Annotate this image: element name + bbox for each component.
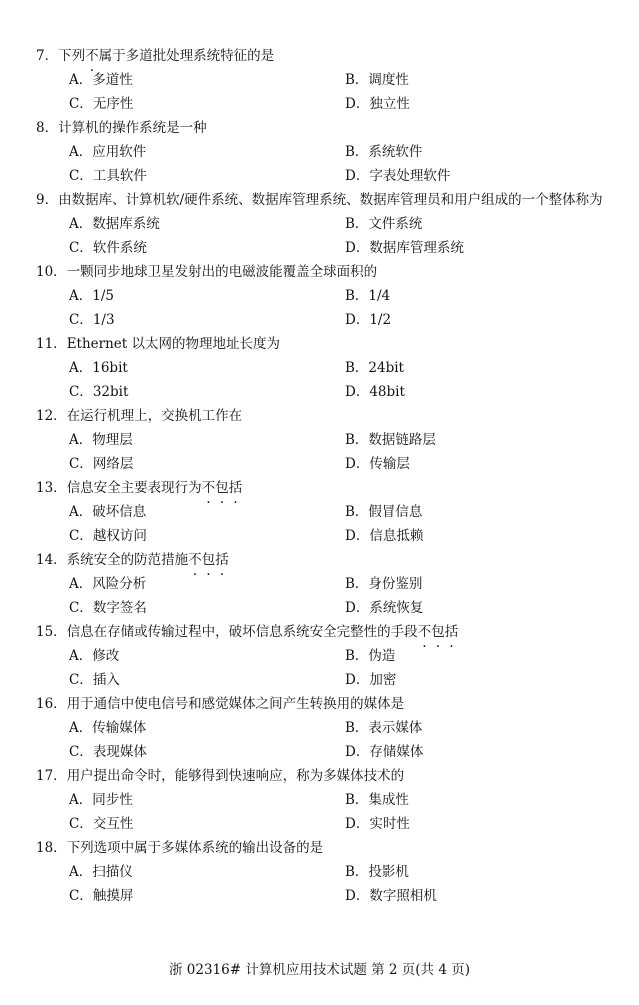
question-number: 9． xyxy=(36,192,59,208)
option-c: C．表现媒体 xyxy=(69,744,147,760)
question-text-segment: 由数据库、计算机软/硬件系统、数据库管理系统、数据库管理员和用户组成的一个整体称为 xyxy=(58,192,603,208)
option-b: B．表示媒体 xyxy=(345,720,423,736)
emphasis-char: 括 xyxy=(444,624,459,640)
options-grid xyxy=(36,716,606,764)
option-b: B．文件系统 xyxy=(345,216,423,232)
option-a: A．16bit xyxy=(69,360,128,376)
question-text xyxy=(67,260,606,284)
option-c: C．越权访问 xyxy=(69,528,147,544)
question-stem xyxy=(36,404,606,428)
question-text xyxy=(67,332,606,356)
option-d: D．加密 xyxy=(345,672,397,688)
question-item xyxy=(36,764,606,836)
option-a: A．物理层 xyxy=(69,432,133,448)
question-number: 14． xyxy=(36,552,67,568)
option-c: C．数字签名 xyxy=(69,600,147,616)
options-grid xyxy=(36,428,606,476)
option-b: B．24bit xyxy=(345,360,404,376)
question-item xyxy=(36,476,606,548)
question-text xyxy=(67,836,606,860)
question-item xyxy=(36,332,606,404)
options-grid xyxy=(36,212,606,260)
option-a: A．传输媒体 xyxy=(69,720,147,736)
question-number: 11． xyxy=(36,336,67,352)
question-stem xyxy=(36,260,606,284)
options-grid xyxy=(36,644,606,692)
option-d: D．信息抵赖 xyxy=(345,528,424,544)
question-number: 17． xyxy=(36,768,67,784)
question-text xyxy=(67,404,606,428)
question-item xyxy=(36,44,606,116)
option-c: C．32bit xyxy=(69,384,129,400)
question-text-segment: 用于通信中使电信号和感觉媒体之间产生转换用的媒体是 xyxy=(66,696,405,712)
question-item xyxy=(36,692,606,764)
option-d: D．数据库管理系统 xyxy=(345,240,464,256)
option-d: D．字表处理软件 xyxy=(345,168,451,184)
page-footer: 浙 02316# 计算机应用技术试题 第 2 页(共 4 页) xyxy=(168,962,470,978)
question-item xyxy=(36,260,606,332)
option-c: C．1/3 xyxy=(69,312,115,328)
emphasis-char: 不 xyxy=(188,552,202,568)
option-d: D．传输层 xyxy=(345,456,410,472)
question-stem xyxy=(36,548,606,572)
question-text xyxy=(67,764,606,788)
option-d: D．48bit xyxy=(345,384,405,400)
question-text-segment: 下列选项中属于多媒体系统的输出设备的是 xyxy=(66,840,324,856)
question-stem xyxy=(36,692,606,716)
options-grid xyxy=(36,356,606,404)
question-text-segment: 信息安全主要表现行为 xyxy=(66,480,202,496)
question-number: 7． xyxy=(36,48,59,64)
question-text xyxy=(67,476,606,500)
option-d: D．实时性 xyxy=(345,816,410,832)
emphasis-char: 不 xyxy=(85,48,99,64)
emphasis-char: 不 xyxy=(417,624,432,640)
option-c: C．网络层 xyxy=(69,456,134,472)
question-text-segment: 信息在存储或传输过程中，破坏信息系统安全完整性的手段 xyxy=(66,624,418,640)
option-a: A．风险分析 xyxy=(69,576,147,592)
question-text-segment: 一颗同步地球卫星发射出的电磁波能覆盖全球面积的 xyxy=(66,264,378,280)
option-b: B．伪造 xyxy=(345,648,396,664)
question-stem xyxy=(36,188,606,212)
question-stem xyxy=(36,476,606,500)
option-d: D．独立性 xyxy=(345,96,410,112)
question-stem xyxy=(36,116,606,140)
options-grid xyxy=(36,572,606,620)
question-number: 8． xyxy=(36,120,59,136)
question-item xyxy=(36,188,606,260)
emphasis-char: 括 xyxy=(228,480,243,496)
question-text-segment: 计算机的操作系统是一种 xyxy=(58,120,207,136)
emphasis-char: 包 xyxy=(201,552,216,568)
question-text-segment: 下列 xyxy=(58,48,86,64)
question-text-segment: 在运行机理上，交换机工作在 xyxy=(66,408,243,424)
option-d: D．数字照相机 xyxy=(345,888,437,904)
question-text-segment: 属于多道批处理系统特征的是 xyxy=(98,48,275,64)
option-a: A．扫描仪 xyxy=(69,864,133,880)
question-stem xyxy=(36,764,606,788)
question-number: 15． xyxy=(36,624,67,640)
question-item xyxy=(36,836,606,908)
options-grid xyxy=(36,860,606,908)
option-a: A．修改 xyxy=(69,648,120,664)
option-b: B．集成性 xyxy=(345,792,409,808)
option-a: A．同步性 xyxy=(69,792,133,808)
question-text-segment: Ethernet 以太网的物理地址长度为 xyxy=(66,336,281,352)
question-number: 13． xyxy=(36,480,67,496)
question-text-segment: 用户提出命令时，能够得到快速响应，称为多媒体技术的 xyxy=(66,768,405,784)
question-number: 18． xyxy=(36,840,67,856)
question-stem xyxy=(36,620,606,644)
option-d: D．1/2 xyxy=(345,312,392,328)
options-grid xyxy=(36,68,606,116)
question-item xyxy=(36,404,606,476)
emphasis-char: 包 xyxy=(431,624,445,640)
option-a: A．1/5 xyxy=(69,288,114,304)
question-text xyxy=(58,116,606,140)
emphasis-char: 包 xyxy=(215,480,229,496)
option-b: B．投影机 xyxy=(345,864,409,880)
question-stem xyxy=(36,332,606,356)
options-grid xyxy=(36,788,606,836)
question-stem xyxy=(36,44,606,68)
question-stem xyxy=(36,836,606,860)
options-grid xyxy=(36,140,606,188)
question-text-segment: 系统安全的防范措施 xyxy=(66,552,189,568)
question-item xyxy=(36,548,606,620)
option-b: B．系统软件 xyxy=(345,144,423,160)
question-item xyxy=(36,620,606,692)
option-b: B．调度性 xyxy=(345,72,409,88)
option-d: D．存储媒体 xyxy=(345,744,424,760)
emphasis-char: 不 xyxy=(201,480,216,496)
option-b: B．数据链路层 xyxy=(345,432,436,448)
emphasis-char: 括 xyxy=(215,552,229,568)
question-number: 12． xyxy=(36,408,67,424)
option-c: C．软件系统 xyxy=(69,240,147,256)
option-c: C．触摸屏 xyxy=(69,888,134,904)
option-c: C．交互性 xyxy=(69,816,134,832)
question-text xyxy=(58,188,606,212)
option-a: A．多道性 xyxy=(69,72,133,88)
option-a: A．破坏信息 xyxy=(69,504,147,520)
question-text xyxy=(67,620,606,644)
option-b: B．1/4 xyxy=(345,288,391,304)
option-c: C．工具软件 xyxy=(69,168,147,184)
option-d: D．系统恢复 xyxy=(345,600,424,616)
question-text xyxy=(58,44,606,68)
question-text xyxy=(67,692,606,716)
option-a: A．数据库系统 xyxy=(69,216,160,232)
option-b: B．假冒信息 xyxy=(345,504,423,520)
question-text xyxy=(67,548,606,572)
question-item xyxy=(36,116,606,188)
options-grid xyxy=(36,284,606,332)
question-number: 16． xyxy=(36,696,67,712)
options-grid xyxy=(36,500,606,548)
question-list xyxy=(36,44,606,908)
option-c: C．插入 xyxy=(69,672,120,688)
option-b: B．身份鉴别 xyxy=(345,576,423,592)
option-c: C．无序性 xyxy=(69,96,134,112)
option-a: A．应用软件 xyxy=(69,144,147,160)
question-number: 10． xyxy=(36,264,67,280)
